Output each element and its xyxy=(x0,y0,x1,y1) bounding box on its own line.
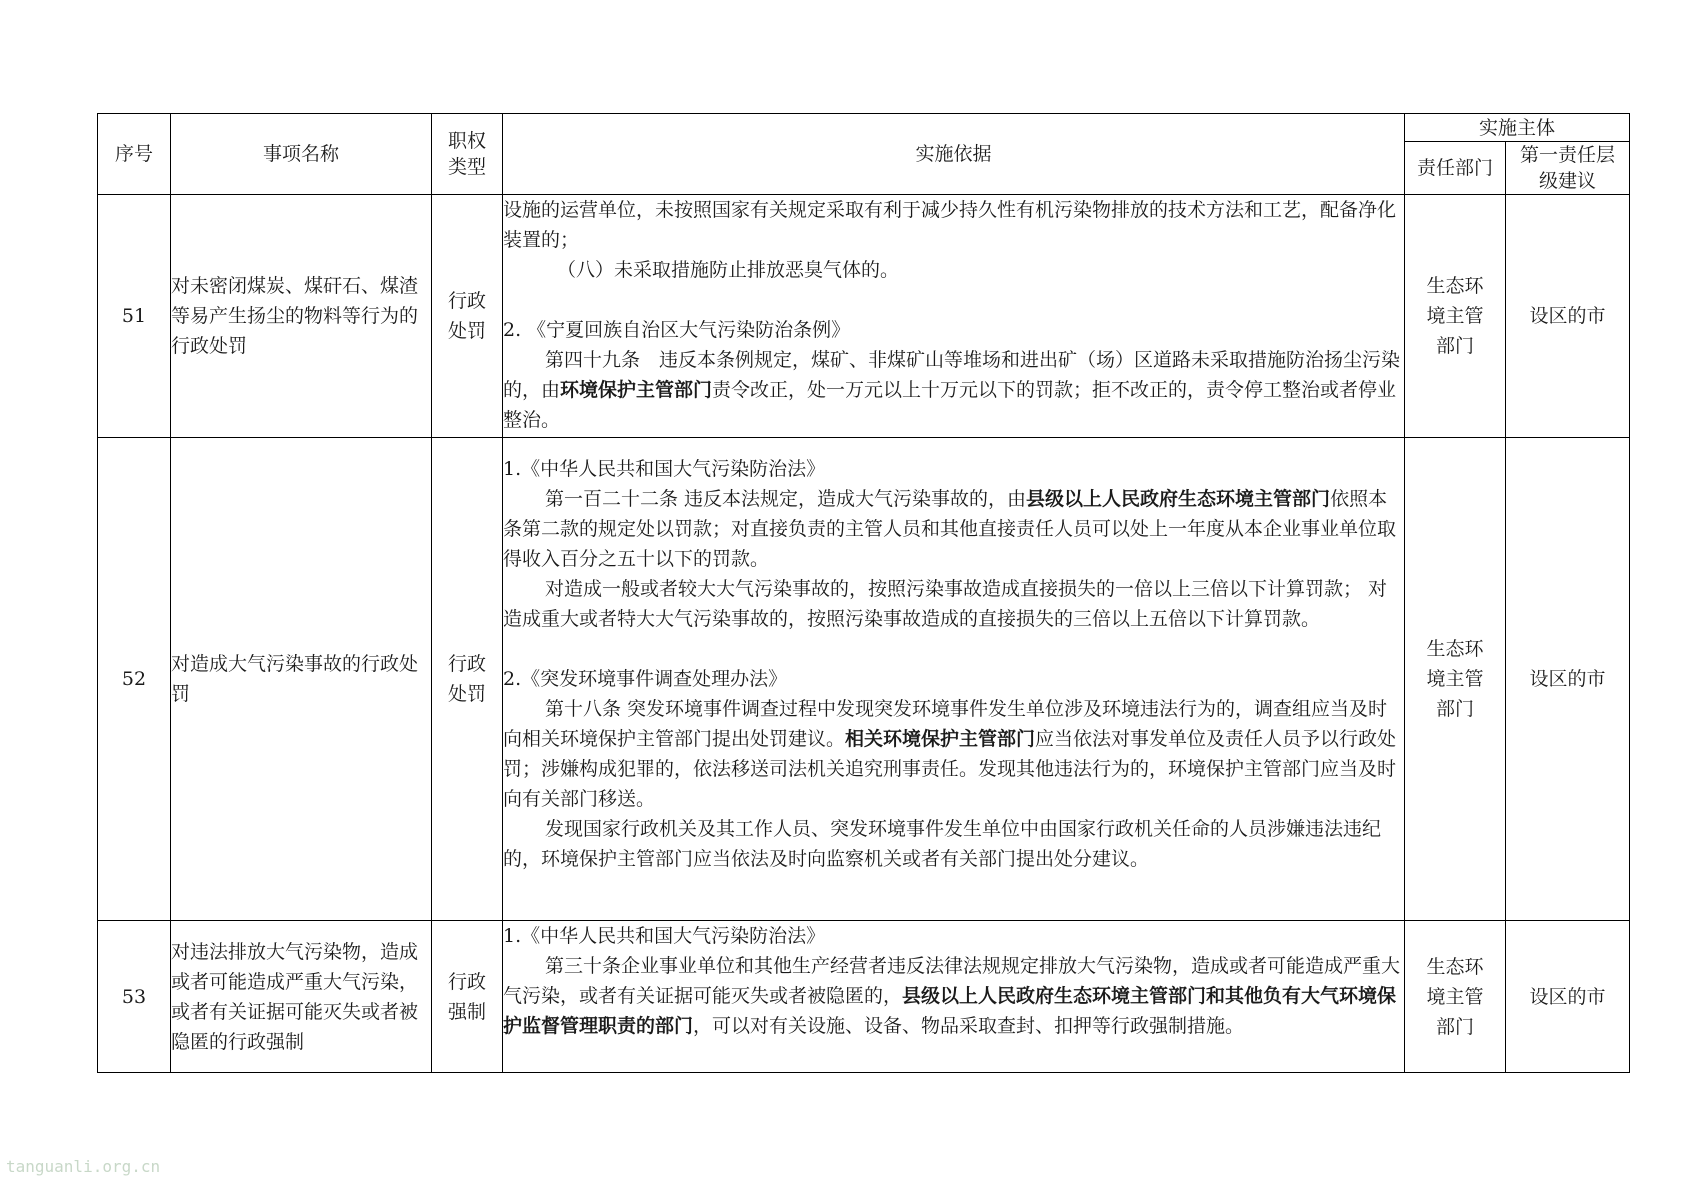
watermark: tanguanli.org.cn xyxy=(6,1157,161,1176)
row-name: 对造成大气污染事故的行政处罚 xyxy=(171,438,432,921)
row-level: 设区的市 xyxy=(1506,195,1630,438)
row-dept: 生态环境主管部门 xyxy=(1405,438,1506,921)
basis-paragraph: 发现国家行政机关及其工作人员、突发环境事件发生单位中由国家行政机关任命的人员涉嫌违法违纪的，环境保护主管部门应当依法及时向监察机关或者有关部门提出处分建议。 xyxy=(503,818,1382,870)
basis-emphasis: 相关环境保护主管部门 xyxy=(845,728,1036,750)
row-dept: 生态环境主管部门 xyxy=(1405,195,1506,438)
basis-paragraph: 第三十条企业事业单位和其他生产经营者违反法律法规规定排放大气污染物，造成或者可能造成严重大气污染，或者有关证据可能灭失或者被隐匿的，县级以上人民政府生态环境主管部门和其他负有大气环境保护监督管理职责的部门，可以对有关设施、设备、物品采取查封、扣押等行政强制措施。 xyxy=(503,955,1401,1037)
row-dept: 生态环境主管部门 xyxy=(1405,921,1506,1073)
basis-paragraph: 第四十九条 违反本条例规定，煤矿、非煤矿山等堆场和进出矿（场）区道路未采取措施防治扬尘污染的，由环境保护主管部门责令改正，处一万元以上十万元以下的罚款；拒不改正的，责令停工整治或者停业整治。 xyxy=(503,349,1401,431)
row-level: 设区的市 xyxy=(1506,438,1630,921)
row-type: 行政处罚 xyxy=(432,195,503,438)
table-row xyxy=(98,438,1630,921)
row-basis xyxy=(503,921,1405,1073)
basis-paragraph: 第一百二十二条 违反本法规定，造成大气污染事故的，由县级以上人民政府生态环境主管部门依照本条第二款的规定处以罚款；对直接负责的主管人员和其他直接责任人员可以处上一年度从本企业事业单位取得收入百分之五十以下的罚款。 xyxy=(503,488,1397,570)
header-subject: 实施主体 xyxy=(1405,114,1630,142)
header-dept: 责任部门 xyxy=(1405,142,1506,195)
row-seq: 51 xyxy=(98,195,171,438)
header-row xyxy=(98,114,1630,142)
row-name: 对未密闭煤炭、煤矸石、煤渣等易产生扬尘的物料等行为的行政处罚 xyxy=(171,195,432,438)
table-row xyxy=(98,921,1630,1073)
row-type: 行政强制 xyxy=(432,921,503,1073)
row-type: 行政处罚 xyxy=(432,438,503,921)
basis-emphasis: 环境保护主管部门 xyxy=(560,379,713,401)
basis-law-title: 1.《中华人民共和国大气污染防治法》 xyxy=(503,925,826,947)
basis-law-title: 2.《突发环境事件调查处理办法》 xyxy=(503,668,788,690)
matters-table xyxy=(97,113,1630,1073)
basis-paragraph: 第十八条 突发环境事件调查过程中发现突发环境事件发生单位涉及环境违法行为的，调查组应当及时向相关环境保护主管部门提出处罚建议。相关环境保护主管部门应当依法对事发单位及责任人员予以行政处罚；涉嫌构成犯罪的，依法移送司法机关追究刑事责任。发现其他违法行为的，环境保护主管部门应当及时向有关部门移送。 xyxy=(503,698,1397,810)
row-basis xyxy=(503,195,1405,438)
row-seq: 53 xyxy=(98,921,171,1073)
header-level: 第一责任层级建议 xyxy=(1506,142,1630,195)
header-basis: 实施依据 xyxy=(503,114,1405,195)
basis-law-title: 1.《中华人民共和国大气污染防治法》 xyxy=(503,458,826,480)
basis-paragraph: 设施的运营单位，未按照国家有关规定采取有利于减少持久性有机污染物排放的技术方法和工艺，配备净化装置的； xyxy=(503,199,1397,251)
basis-law-title: 2. 《宁夏回族自治区大气污染防治条例》 xyxy=(503,319,851,341)
row-name: 对违法排放大气污染物，造成或者可能造成严重大气污染，或者有关证据可能灭失或者被隐匿的行政强制 xyxy=(171,921,432,1073)
basis-paragraph: 对造成一般或者较大大气污染事故的，按照污染事故造成直接损失的一倍以上三倍以下计算罚款； 对造成重大或者特大大气污染事故的，按照污染事故造成的直接损失的三倍以上五倍以下计算罚款。 xyxy=(503,578,1388,630)
basis-paragraph: （八）未采取措施防止排放恶臭气体的。 xyxy=(557,259,900,281)
header-name: 事项名称 xyxy=(171,114,432,195)
basis-emphasis: 县级以上人民政府生态环境主管部门 xyxy=(1026,488,1331,510)
header-type: 职权类型 xyxy=(432,114,503,195)
header-seq: 序号 xyxy=(98,114,171,195)
row-seq: 52 xyxy=(98,438,171,921)
basis-emphasis: 县级以上人民政府生态环境主管部门和其他负有大气环境保护监督管理职责的部门 xyxy=(503,985,1397,1037)
row-level: 设区的市 xyxy=(1506,921,1630,1073)
table-row xyxy=(98,195,1630,438)
row-basis xyxy=(503,438,1405,921)
